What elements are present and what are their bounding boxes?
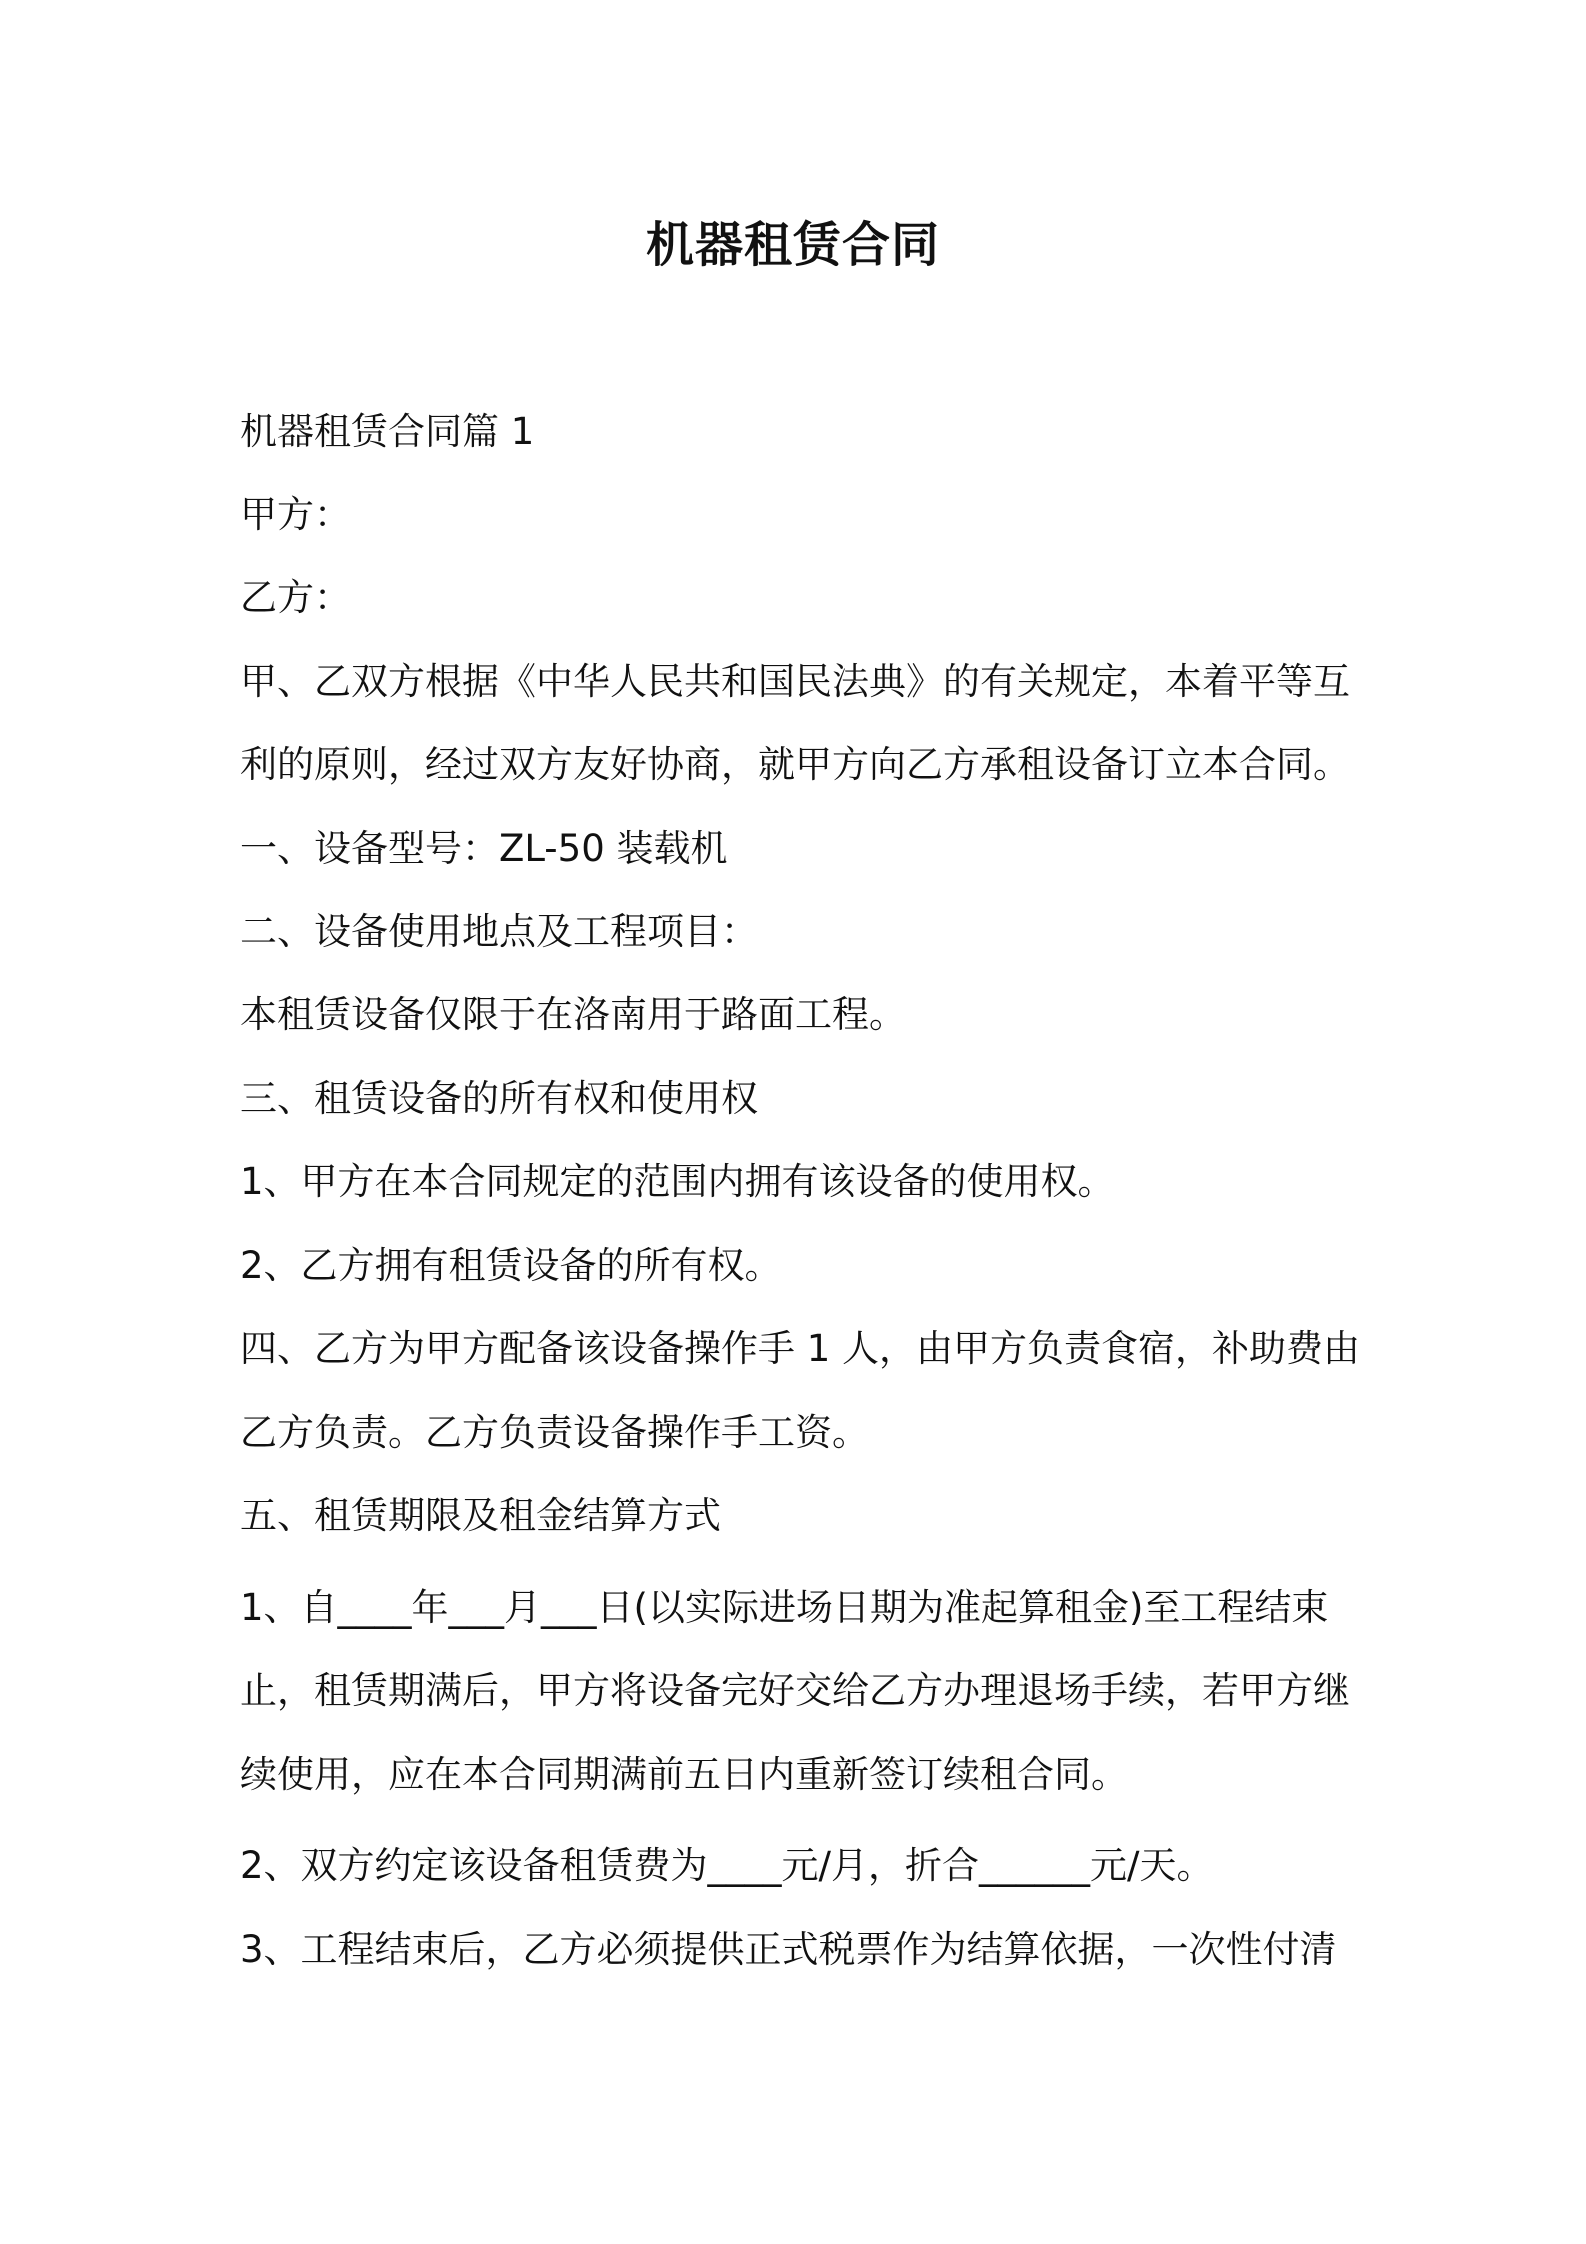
clause-line: 3、工程结束后，乙方必须提供正式税票作为结算依据，一次性付清 (240, 1928, 1337, 1971)
paragraph-line: 续使用，应在本合同期满前五日内重新签订续租合同。 (240, 1753, 1128, 1796)
paragraph-line: 本租赁设备仅限于在洛南用于路面工程。 (240, 993, 906, 1036)
clause-line: 二、设备使用地点及工程项目： (240, 910, 758, 953)
paragraph-line: 利的原则，经过双方友好协商，就甲方向乙方承租设备订立本合同。 (240, 743, 1350, 786)
clause-line: 2、乙方拥有租赁设备的所有权。 (240, 1244, 782, 1287)
clause-line: 三、租赁设备的所有权和使用权 (240, 1077, 758, 1120)
section-heading: 机器租赁合同篇 1 (240, 410, 535, 453)
paragraph-line: 甲、乙双方根据《中华人民共和国民法典》的有关规定，本着平等互 (240, 660, 1350, 703)
party-b-line: 乙方： (240, 576, 351, 619)
paragraph-line: 止，租赁期满后，甲方将设备完好交给乙方办理退场手续，若甲方继 (240, 1669, 1350, 1712)
clause-line: 四、乙方为甲方配备该设备操作手 1 人，由甲方负责食宿，补助费由 (240, 1327, 1361, 1370)
clause-line: 1、自____年___月___日(以实际进场日期为准起算租金)至工程结束 (240, 1586, 1329, 1629)
paragraph-line: 乙方负责。乙方负责设备操作手工资。 (240, 1411, 869, 1454)
party-a-line: 甲方： (240, 493, 351, 536)
clause-line: 2、双方约定该设备租赁费为____元/月，折合______元/天。 (240, 1844, 1214, 1887)
clause-line: 五、租赁期限及租金结算方式 (240, 1494, 721, 1537)
clause-line: 一、设备型号：ZL-50 装载机 (240, 827, 728, 870)
document-title: 机器租赁合同 (645, 217, 940, 273)
clause-line: 1、甲方在本合同规定的范围内拥有该设备的使用权。 (240, 1160, 1115, 1203)
